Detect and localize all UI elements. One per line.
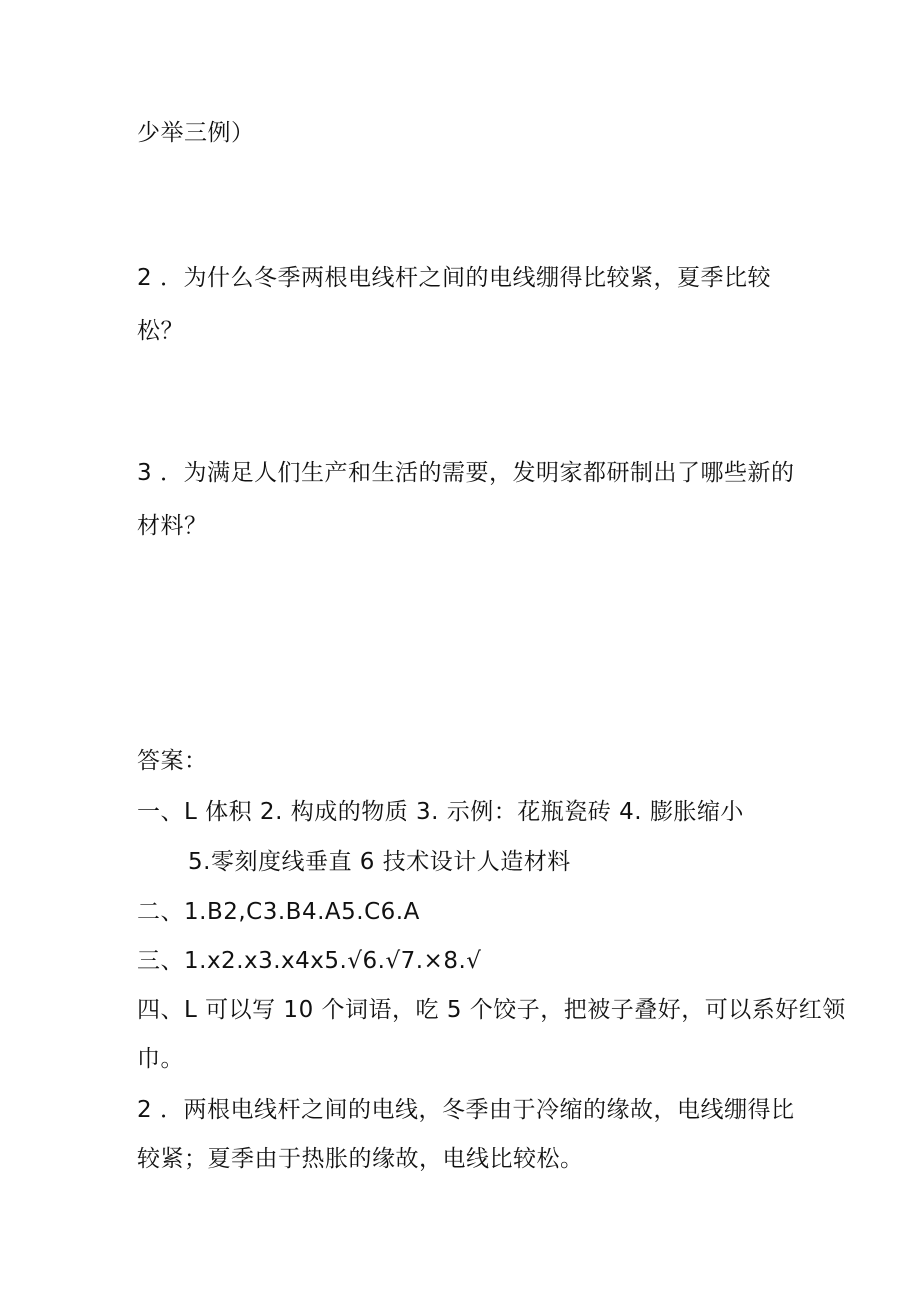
question-2-line-1: 2 ．为什么冬季两根电线杆之间的电线绷得比较紧，夏季比较 (137, 265, 771, 291)
answer-section-2: 二、1.B2,C3.B4.A5.C6.A (137, 899, 420, 925)
question-2-line-2: 松？ (137, 318, 184, 344)
answer-section-1-line-1: 一、L 体积 2. 构成的物质 3. 示例：花瓶瓷砖 4. 膨胀缩小 (137, 799, 744, 825)
answer-2-line-2: 较紧；夏季由于热胀的缘故，电线比较松。 (137, 1146, 584, 1172)
answers-heading: 答案： (137, 748, 208, 774)
answer-section-1-line-2: 5.零刻度线垂直 6 技术设计人造材料 (188, 849, 571, 875)
question-1-tail: 少举三例） (137, 120, 255, 146)
question-3-line-2: 材料？ (137, 513, 208, 539)
answer-section-4-line-2: 巾。 (137, 1046, 184, 1072)
answer-section-3: 三、1.x2.x3.x4x5.√6.√7.×8.√ (137, 948, 482, 974)
answer-section-4-line-1: 四、L 可以写 10 个词语，吃 5 个饺子，把被子叠好，可以系好红领 (137, 997, 846, 1023)
answer-2-line-1: 2 ．两根电线杆之间的电线，冬季由于冷缩的缘故，电线绷得比 (137, 1097, 795, 1123)
question-3-line-1: 3 ．为满足人们生产和生活的需要，发明家都研制出了哪些新的 (137, 460, 795, 486)
